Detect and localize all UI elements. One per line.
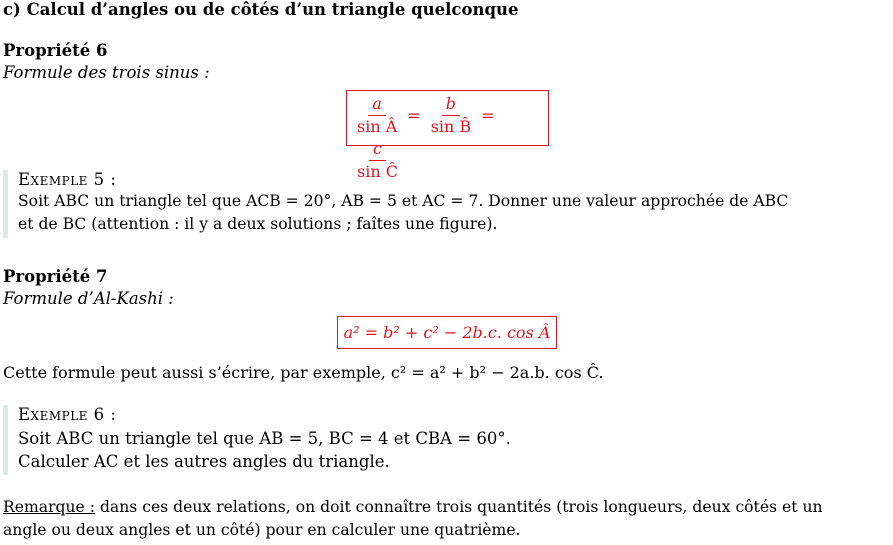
- property-7-subtitle: Formule d’Al-Kashi :: [3, 289, 174, 308]
- denominator-sin-c: sin Ĉ: [357, 162, 398, 181]
- example-6-bar: [3, 405, 8, 475]
- example-6-label: Exemple 6 :: [18, 405, 117, 424]
- property-7-title: Propriété 7: [3, 267, 108, 286]
- al-kashi-alternate-text: Cette formule peut aussi s’écrire, par exemple, c² = a² + b² − 2a.b. cos Ĉ.: [3, 363, 604, 382]
- remark-label: Remarque :: [3, 498, 95, 516]
- section-title: c) Calcul d’angles ou de côtés d’un triangle quelconque: [3, 0, 519, 19]
- denominator-sin-a: sin Â: [357, 117, 398, 136]
- fraction-b: [427, 93, 475, 138]
- equals-sign: =: [407, 106, 421, 125]
- example-6-line-2: Calculer AC et les autres angles du triangle.: [18, 452, 390, 471]
- example-5-line-2: et de BC (attention : il y a deux solutions ; faîtes une figure).: [18, 215, 498, 233]
- property-6-title: Propriété 6: [3, 41, 108, 60]
- example-5-line-1: Soit ABC un triangle tel que ACB = 20°, AB = 5 et AC = 7. Donner une valeur approchée de ABC: [18, 192, 789, 210]
- remark-line-1: [3, 498, 823, 516]
- example-5-label: Exemple 5 :: [18, 170, 117, 189]
- property-6-subtitle: Formule des trois sinus :: [3, 63, 210, 82]
- numerator-a: a: [368, 93, 386, 116]
- three-sines-formula: [346, 90, 549, 181]
- numerator-b: b: [442, 93, 460, 116]
- remark-text-1: dans ces deux relations, on doit connaître trois quantités (trois longueurs, deux côtés et un: [94, 498, 823, 516]
- fraction-c: [353, 138, 402, 183]
- numerator-c: c: [369, 138, 386, 161]
- fraction-a: [353, 93, 401, 138]
- denominator-sin-b: sin B̂: [430, 117, 472, 136]
- equals-sign: =: [481, 106, 495, 125]
- remark-line-2: angle ou deux angles et un côté) pour en calculer une quatrième.: [3, 521, 521, 539]
- al-kashi-formula: a² = b² + c² − 2b.c. cos Â: [337, 316, 557, 349]
- example-5-bar: [3, 170, 8, 238]
- example-6-line-1: Soit ABC un triangle tel que AB = 5, BC = 4 et CBA = 60°.: [18, 429, 511, 448]
